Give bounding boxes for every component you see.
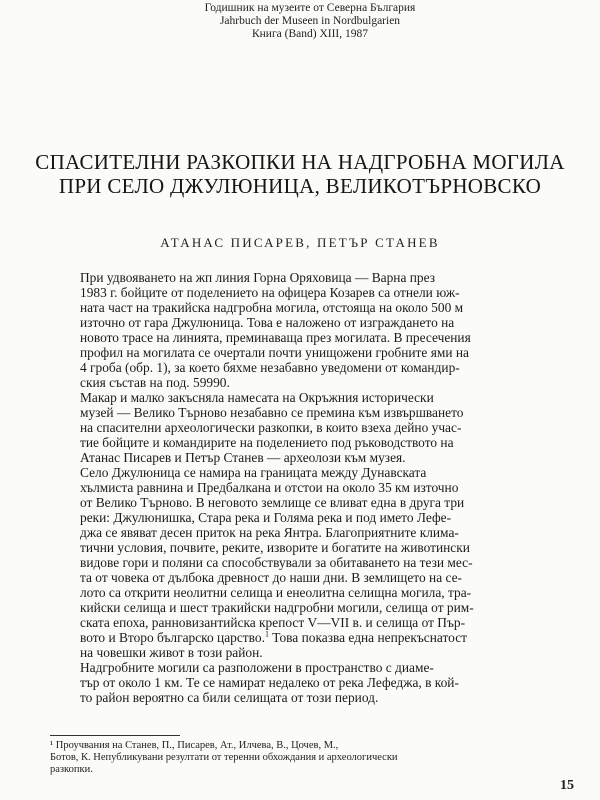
text-line: на спасителни археологически разкопки, в които взеха дейно учас- — [80, 420, 462, 435]
text-line: хълмиста равнина и Предбалкана и отстои на около 35 км източно — [80, 480, 459, 495]
article-title-line: ПРИ СЕЛО ДЖУЛЮНИЦА, ВЕЛИКОТЪРНОВСКО — [58, 174, 542, 198]
text-line: от Велико Търново. В неговото землище се вливат една в друга три — [80, 495, 465, 510]
text-line: реки: Джулюнишка, Стара река и Голяма река и под името Лефе- — [80, 510, 452, 525]
article-title-line: СПАСИТЕЛНИ РАЗКОПКИ НА НАДГРОБНА МОГИЛА — [35, 150, 565, 174]
text-line-part: Това показва една непрекъснатост — [268, 630, 468, 645]
journal-header-line: Книга (Band) XIII, 1987 — [251, 28, 369, 40]
text-line: Село Джулюница се намира на границата между Дунавската — [80, 465, 427, 480]
text-line: тър от около 1 км. Те се намират недалеко от река Лефеджа, в кой- — [80, 675, 459, 690]
journal-header — [150, 2, 470, 41]
text-line: джа се явяват десен приток на река Янтра. Благоприятните клима- — [80, 525, 459, 540]
text-line: 1983 г. бойците от поделението на офицера Козарев са отнели юж- — [80, 285, 460, 300]
article-title — [10, 150, 590, 198]
journal-header-line: Годишник на музеите от Северна България — [204, 2, 416, 14]
text-line: видове гори и поляни са способствували за обитаването на тези мес- — [80, 555, 473, 570]
article-authors: АТАНАС ПИСАРЕВ, ПЕТЪР СТАНЕВ — [160, 235, 440, 250]
text-line: ския състав на под. 59990. — [80, 375, 230, 390]
text-line: 4 гроба (обр. 1), за което бяхме незабавно уведомени от командир- — [80, 360, 460, 375]
paragraph — [50, 390, 578, 465]
footnote-line: ¹ Проучвания на Станев, П., Писарев, Ат., Илчева, В., Цочев, М., — [50, 740, 339, 751]
text-line: ната част на тракийска надгробна могила, отстояща на около 500 м — [80, 300, 464, 315]
text-line: та от човека от дълбока древност до наши дни. В землището на се- — [80, 570, 462, 585]
footnote-line: Ботов, К. Непубликувани резултати от теренни обхождания и археологически — [50, 752, 398, 763]
text-line: източно от гара Джулюница. Това е наложено от изграждането на — [80, 315, 455, 330]
text-line: Атанас Писарев и Петър Станев — археолози към музея. — [80, 450, 406, 465]
text-line: тични условия, почвите, реките, изворите и богатите на животински — [80, 540, 470, 555]
text-line — [50, 630, 578, 645]
text-line: Надгробните могили са разположени в пространство с диаме- — [80, 660, 434, 675]
footnote-divider — [50, 735, 180, 736]
text-line: новото трасе на линията, преминаваща през могилата. В пресечения — [80, 330, 471, 345]
paragraph — [50, 465, 578, 660]
paragraph — [50, 660, 578, 705]
text-line: музей — Велико Търново незабавно се премина към извършването — [80, 405, 464, 420]
text-line: ската епоха, ранновизантийска крепост V—VII в. и селища от Пър- — [80, 615, 466, 630]
paragraph — [50, 270, 578, 390]
footnote-line: разкопки. — [50, 764, 93, 775]
text-line: лото са открити неолитни селища и енеолитна селищна могила, тра- — [80, 585, 472, 600]
text-line: кийски селища и шест тракийски надгробни могили, селища от рим- — [80, 600, 474, 615]
text-line: Макар и малко закъсняла намесата на Окръжния исторически — [80, 390, 434, 405]
text-line-part: вото и Второ българско царство. — [80, 630, 265, 645]
text-line: профил на могилата се очертали почти унищожени гробните ями на — [80, 345, 469, 360]
footnote-marker: 1 — [264, 629, 269, 639]
footnote — [50, 740, 578, 776]
article-body — [50, 270, 578, 705]
page-number: 15 — [560, 778, 574, 793]
text-line: то район вероятно са били селищата от този период. — [80, 690, 379, 705]
journal-header-line: Jahrbuch der Museen in Nordbulgarien — [219, 15, 401, 27]
text-line: При удвояването на жп линия Горна Оряховица — Варна през — [80, 270, 435, 285]
text-line: тие бойците и командирите на поделението под ръководството на — [80, 435, 454, 450]
text-line: на човешки живот в този район. — [80, 645, 263, 660]
